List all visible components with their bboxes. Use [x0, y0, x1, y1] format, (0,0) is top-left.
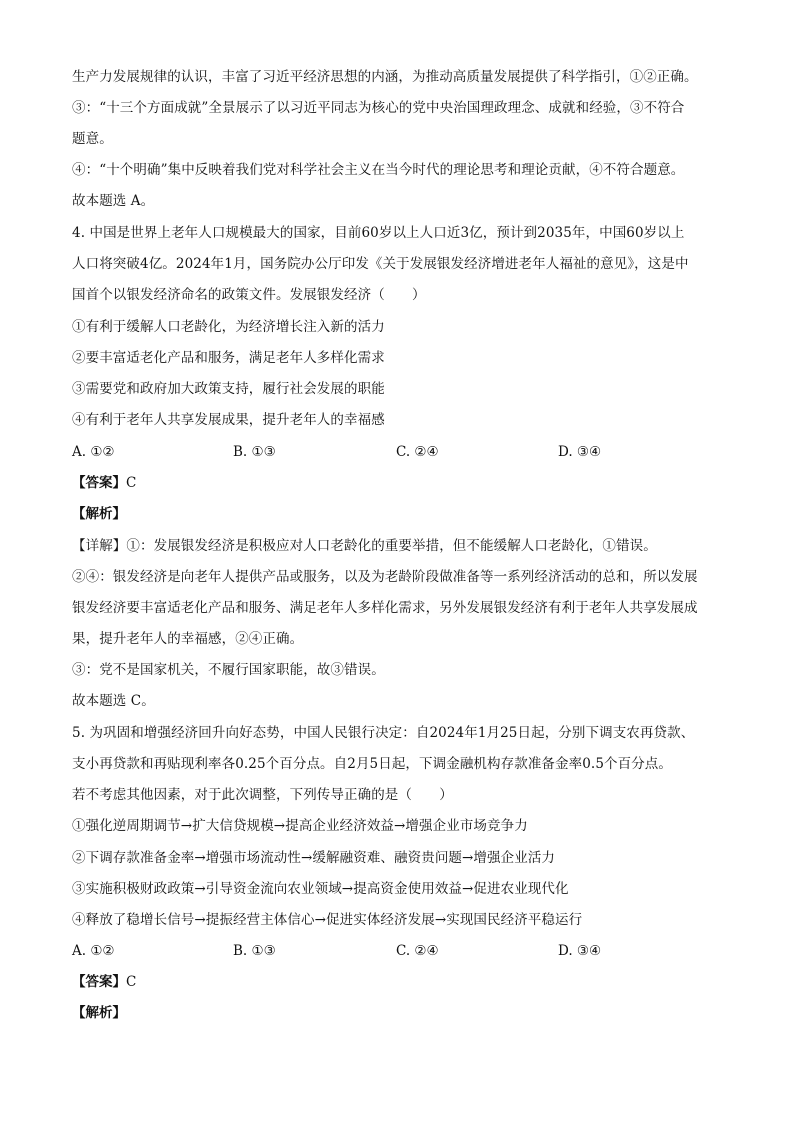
q5-analysis-tag: 【解析】	[72, 1005, 126, 1021]
q5-item-3: ③实施积极财政政策→引导资金流向农业领域→提高资金使用效益→促进农业现代化	[72, 881, 569, 897]
q5-item-1: ①强化逆周期调节→扩大信贷规模→提高企业经济效益→增强企业市场竞争力	[72, 818, 528, 834]
q5-item-4: ④释放了稳增长信号→提振经营主体信心→促进实体经济发展→实现国民经济平稳运行	[72, 912, 583, 928]
q4-stem-line-1: 4. 中国是世界上老年人口规模最大的国家，目前60岁以上人口近3亿，预计到2035年，中国60岁以上	[72, 225, 685, 241]
q4-item-1: ①有利于缓解人口老龄化，为经济增长注入新的活力	[72, 319, 385, 335]
prev-analysis-line-4: ④：“十个明确”集中反映着我们党对科学社会主义在当今时代的理论思考和理论贡献，④不符合题意。	[72, 162, 685, 178]
q5-answer-row	[72, 973, 136, 991]
prev-analysis-line-2: ③：“十三个方面成就”全景展示了以习近平同志为核心的党中央治国理政理念、成就和经验，③不符合	[72, 100, 685, 116]
q4-detail-line-2: ②④：银发经济是向老年人提供产品或服务，以及为老龄阶段做准备等一系列经济活动的总和，所以发展	[72, 569, 698, 585]
q4-answer-tag: 【答案】	[72, 475, 126, 491]
q4-analysis-tag: 【解析】	[72, 506, 126, 522]
q4-stem-line-2: 人口将突破4亿。2024年1月，国务院办公厅印发《关于发展银发经济增进老年人福祉的意见》，这是中	[72, 256, 689, 272]
q5-option-a: A. ①②	[72, 943, 115, 959]
q5-stem-line-1: 5. 为巩固和增强经济回升向好态势，中国人民银行决定：自2024年1月25日起，分别下调支农再贷款、	[72, 725, 695, 741]
q4-detail-line-4: 果，提升老年人的幸福感，②④正确。	[72, 631, 304, 647]
q4-stem-line-3: 国首个以银发经济命名的政策文件。发展银发经济（ ）	[72, 287, 426, 303]
prev-analysis-line-3: 题意。	[72, 131, 113, 147]
q4-option-a: A. ①②	[72, 444, 115, 460]
q4-answer-row	[72, 474, 136, 492]
q5-analysis-row	[72, 1004, 126, 1022]
q5-answer-tag: 【答案】	[72, 974, 126, 990]
q4-item-4: ④有利于老年人共享发展成果，提升老年人的幸福感	[72, 412, 385, 428]
q4-answer-value: C	[126, 475, 137, 491]
q4-option-b: B. ①③	[233, 444, 276, 460]
q4-detail-line-1: 【详解】①：发展银发经济是积极应对人口老龄化的重要举措，但不能缓解人口老龄化，①错误。	[72, 538, 657, 554]
q5-option-b: B. ①③	[233, 943, 276, 959]
q5-stem-line-2: 支小再贷款和再贴现利率各0.25个百分点。自2月5日起，下调金融机构存款准备金率0.5个百分点。	[72, 756, 673, 772]
q4-analysis-row	[72, 505, 126, 523]
q4-detail-line-3: 银发经济要丰富适老化产品和服务、满足老年人多样化需求，另外发展银发经济有利于老年人共享发展成	[72, 600, 698, 616]
q4-option-d: D. ③④	[558, 444, 602, 460]
q4-option-c: C. ②④	[396, 444, 439, 460]
q4-item-2: ②要丰富适老化产品和服务，满足老年人多样化需求	[72, 350, 385, 366]
q4-conclusion: 故本题选 C。	[72, 693, 155, 709]
q5-option-c: C. ②④	[396, 943, 439, 959]
q4-detail-line-5: ③：党不是国家机关，不履行国家职能，故③错误。	[72, 662, 385, 678]
prev-analysis-line-1: 生产力发展规律的认识，丰富了习近平经济思想的内涵，为推动高质量发展提供了科学指引，①②正确。	[72, 69, 698, 85]
q5-option-d: D. ③④	[558, 943, 602, 959]
q5-item-2: ②下调存款准备金率→增强市场流动性→缓解融资难、融资贵问题→增强企业活力	[72, 850, 556, 866]
prev-conclusion: 故本题选 A。	[72, 193, 155, 209]
q5-stem-line-3: 若不考虑其他因素，对于此次调整，下列传导正确的是（ ）	[72, 787, 453, 803]
q5-answer-value: C	[126, 974, 137, 990]
q4-item-3: ③需要党和政府加大政策支持，履行社会发展的职能	[72, 381, 385, 397]
